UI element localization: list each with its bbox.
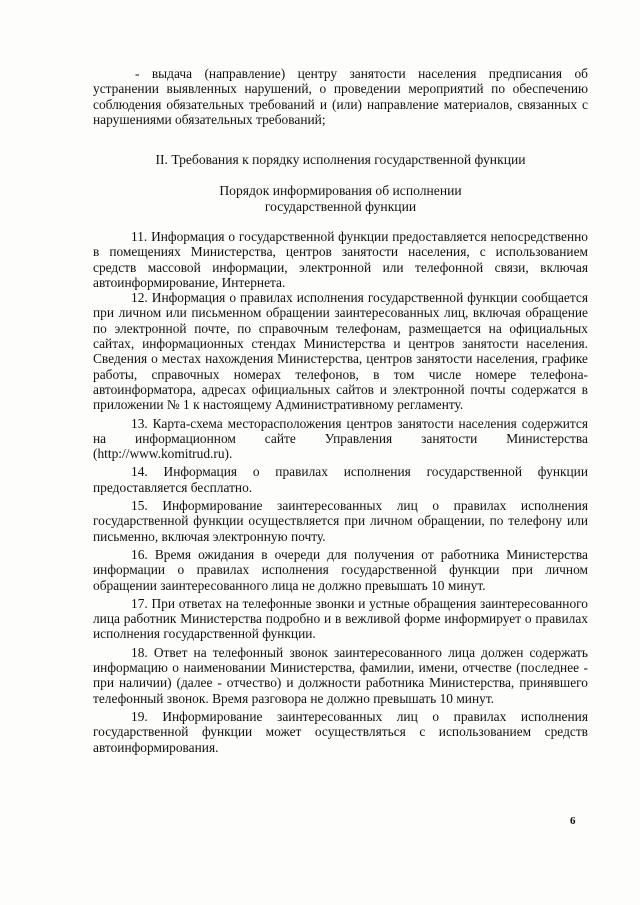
paragraph-12: 12. Информация о правилах исполнения государственной функции сообщается при личном или письменном обращении заинтересованных лиц, включая обращение по электронной почте, по справочным телефонам, размещается на официальных сайтах, информационных стендах Министерства и центров занятости населения. Сведения о местах нахождения Министерства, центров занятости населения, графике работы, справочных номерах телефонов, в том числе номере телефона-автоинформатора, адресах официальных сайтов и электронной почты содержатся в приложении № 1 к настоящему Административному регламенту. <box>93 290 588 413</box>
paragraph-17: 17. При ответах на телефонные звонки и устные обращения заинтересованного лица работник Министерства подробно и в вежливой форме информирует о правилах исполнения государственной функции. <box>93 595 588 642</box>
body-text <box>93 229 588 755</box>
section-heading: II. Требования к порядку исполнения государственной функции <box>155 152 526 167</box>
intro-paragraph: - выдача (направление) центру занятости населения предписания об устранении выявленных нарушений, о проведении мероприятий по обеспечению соблюдения обязательных требований и (или) направление материалов, связанных с нарушениями обязательных требований; <box>93 66 588 127</box>
paragraph-14: 14. Информация о правилах исполнения государственной функции предоставляется бесплатно. <box>93 464 588 495</box>
subsection-heading-line-2: государственной функции <box>264 199 417 214</box>
paragraph-16: 16. Время ожидания в очереди для получения от работника Министерства информации о правилах исполнения государственной функции при личном обращении заинтересованного лица не должно превышать 10 минут. <box>93 546 588 593</box>
subsection-heading <box>93 183 588 215</box>
subsection-heading-line-1: Порядок информирования об исполнении <box>219 183 462 198</box>
paragraph-15: 15. Информирование заинтересованных лиц о правилах исполнения государственной функции осуществляется при личном обращении, по телефону или письменно, включая электронную почту. <box>93 498 588 544</box>
paragraph-13: 13. Карта-схема месторасположения центров занятости населения содержится на информационном сайте Управления занятости Министерства (http://www.komitrud.ru). <box>93 415 588 462</box>
paragraph-11: 11. Информация о государственной функции предоставляется непосредственно в помещениях Министерства, центров занятости населения, с использованием средств массовой информации, электронной или телефонной связи, включая автоинформирование, Интернета. <box>93 229 588 290</box>
paragraph-18: 18. Ответ на телефонный звонок заинтересованного лица должен содержать информацию о наименовании Министерства, фамилии, имени, отчестве (последнее - при наличии) (далее - отчество) и должности работника Министерства, принявшего телефонный звонок. Время разговора не должно превышать 10 минут. <box>93 644 588 706</box>
paragraph-19: 19. Информирование заинтересованных лиц о правилах исполнения государственной функции может осуществляться с использованием средств автоинформирования. <box>93 708 588 755</box>
page-number: 6 <box>570 815 576 827</box>
intro-paragraph-block <box>93 66 588 127</box>
